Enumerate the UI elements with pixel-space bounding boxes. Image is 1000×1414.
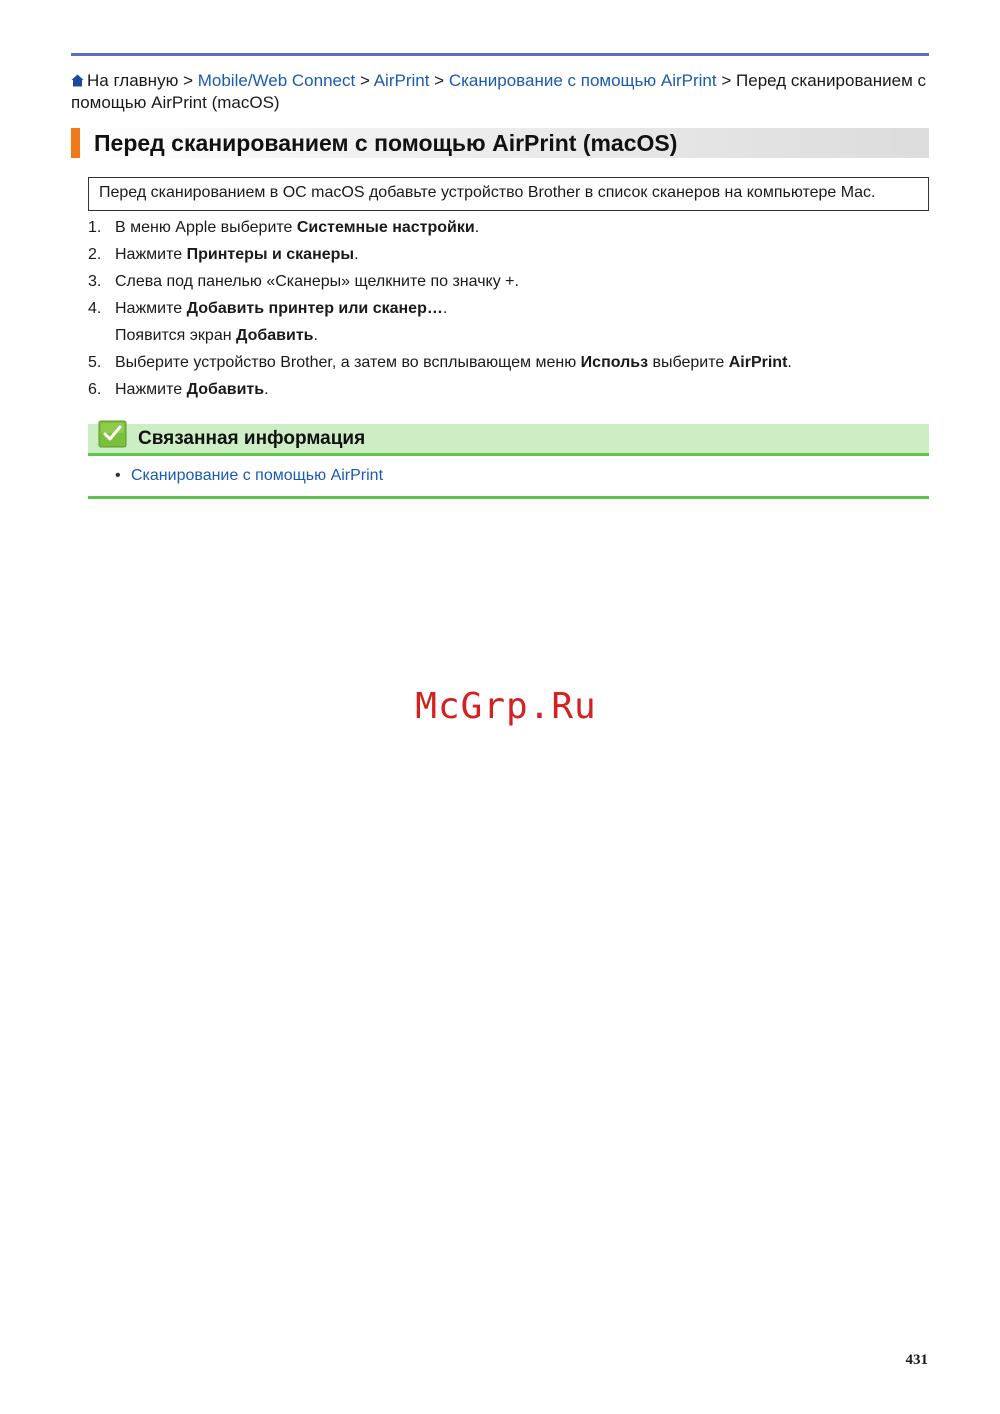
step-number: 6.	[88, 381, 102, 398]
steps-list	[88, 214, 928, 403]
step-text: В меню Apple выберите Системные настройки.	[115, 219, 480, 236]
related-link-scanning-airprint[interactable]: Сканирование с помощью AirPrint	[131, 467, 384, 484]
breadcrumb-separator: >	[721, 71, 732, 90]
step-text: Нажмите Принтеры и сканеры.	[115, 246, 359, 263]
step-number: 2.	[88, 246, 102, 263]
step-item	[88, 295, 928, 349]
note-text: Перед сканированием в ОС macOS добавьте устройство Brother в список сканеров на компьютере Mac.	[99, 184, 876, 201]
bullet: •	[115, 467, 121, 484]
step-item	[88, 214, 928, 241]
breadcrumb	[71, 70, 929, 114]
title-accent	[71, 128, 80, 158]
step-item	[88, 349, 928, 376]
step-item	[88, 268, 928, 295]
breadcrumb-link-airprint[interactable]: AirPrint	[373, 71, 430, 90]
page-title: Перед сканированием с помощью AirPrint (macOS)	[94, 130, 678, 156]
step-item	[88, 376, 928, 403]
step-item	[88, 241, 928, 268]
related-info-header	[88, 424, 929, 456]
check-icon	[98, 420, 127, 448]
step-number: 1.	[88, 219, 102, 236]
watermark: McGrp.Ru	[415, 686, 597, 727]
breadcrumb-link-mobile-web-connect[interactable]: Mobile/Web Connect	[197, 71, 356, 90]
step-text: Нажмите Добавить принтер или сканер….	[115, 300, 448, 317]
top-rule	[71, 53, 929, 56]
breadcrumb-separator: >	[434, 71, 445, 90]
breadcrumb-current: Перед сканированием с помощью AirPrint (macOS)	[71, 71, 926, 112]
step-text: Выберите устройство Brother, а затем во всплывающем меню Использ выберите AirPrint.	[115, 354, 792, 371]
step-result-text: Появится экран Добавить.	[115, 327, 318, 344]
breadcrumb-separator: >	[359, 71, 370, 90]
step-number: 4.	[88, 300, 102, 317]
list-item	[115, 465, 383, 487]
related-info-list	[88, 462, 929, 499]
step-text: Нажмите Добавить.	[115, 381, 269, 398]
step-number: 3.	[88, 273, 102, 290]
breadcrumb-link-scanning-airprint[interactable]: Сканирование с помощью AirPrint	[448, 71, 717, 90]
step-number: 5.	[88, 354, 102, 371]
breadcrumb-separator: >	[183, 71, 193, 90]
home-icon[interactable]	[71, 74, 84, 87]
page-title-bar	[71, 128, 929, 158]
note-box	[88, 177, 929, 211]
breadcrumb-home-link[interactable]: На главную	[87, 71, 179, 90]
related-info-title: Связанная информация	[138, 428, 366, 449]
step-text: Слева под панелью «Сканеры» щелкните по значку +.	[115, 273, 519, 290]
page-number: 431	[905, 1352, 928, 1368]
